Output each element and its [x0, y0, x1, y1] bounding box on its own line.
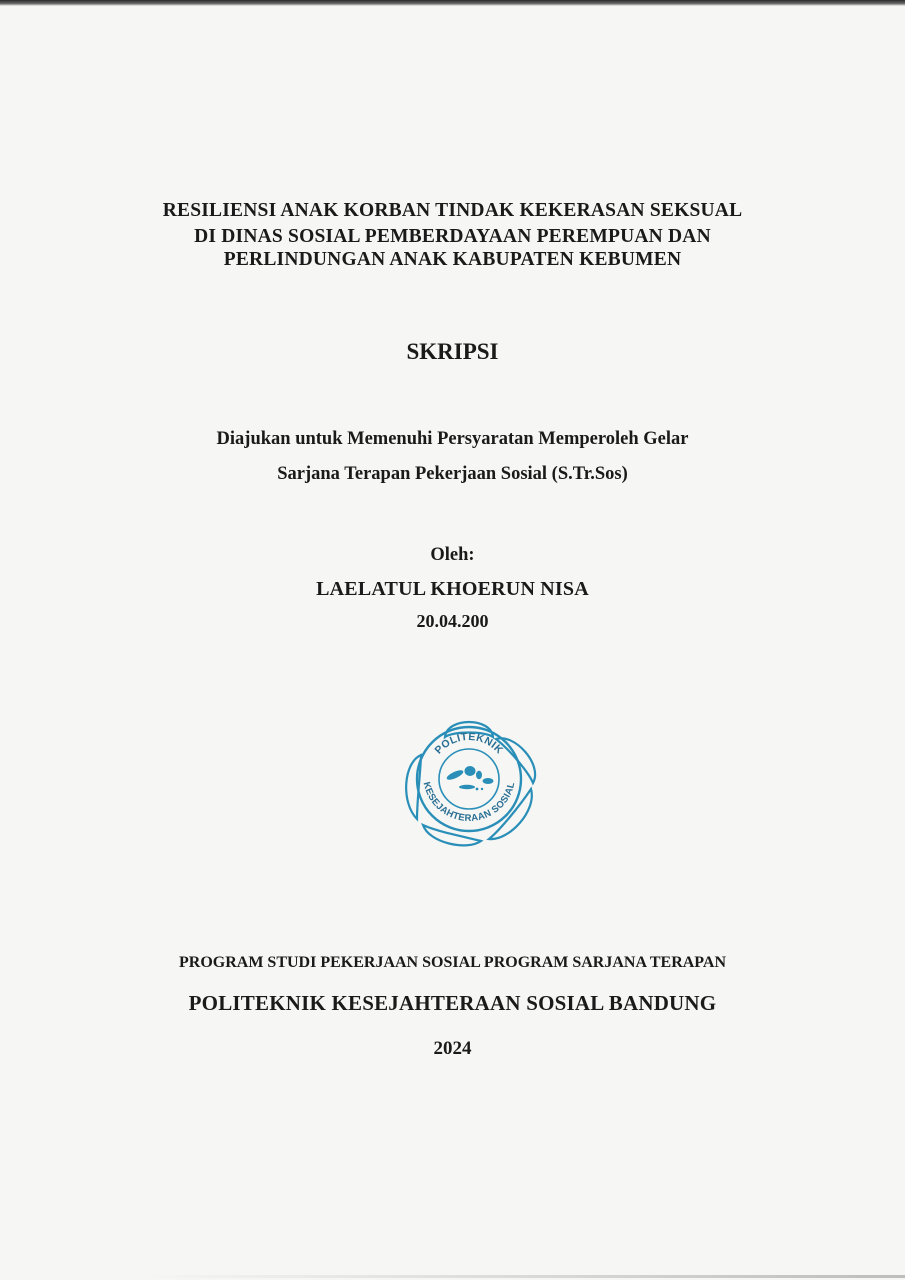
program-name: PROGRAM STUDI PEKERJAAN SOSIAL PROGRAM SARJANA TERAPAN [178, 954, 726, 971]
purpose-line-2: Sarjana Terapan Pekerjaan Sosial (S.Tr.Sos) [277, 464, 628, 484]
scan-top-edge [0, 0, 905, 6]
author-label: Oleh: [430, 545, 475, 565]
author-name: LAELATUL KHOERUN NISA [316, 578, 589, 600]
year: 2024 [433, 1038, 472, 1059]
title-line-3: PERLINDUNGAN ANAK KABUPATEN KEBUMEN [223, 249, 682, 270]
document-type: SKRIPSI [406, 339, 499, 364]
purpose-line-1: Diajukan untuk Memenuhi Persyaratan Memperoleh Gelar [216, 429, 689, 449]
scan-bottom-edge [140, 1275, 905, 1278]
institution-name: POLITEKNIK KESEJAHTERAAN SOSIAL BANDUNG [188, 991, 717, 1015]
title-line-2: DI DINAS SOSIAL PEMBERDAYAAN PEREMPUAN DAN [194, 226, 711, 247]
title-line-1: RESILIENSI ANAK KORBAN TINDAK KEKERASAN SEKSUAL [162, 200, 743, 221]
svg-text:POLITEKNIK: POLITEKNIK [432, 730, 506, 757]
student-id: 20.04.200 [416, 611, 489, 631]
svg-text:KESEJAHTERAAN SOSIAL: KESEJAHTERAAN SOSIAL [420, 780, 518, 825]
politeknik-kesejahteraan-sosial-logo-icon [393, 703, 545, 853]
